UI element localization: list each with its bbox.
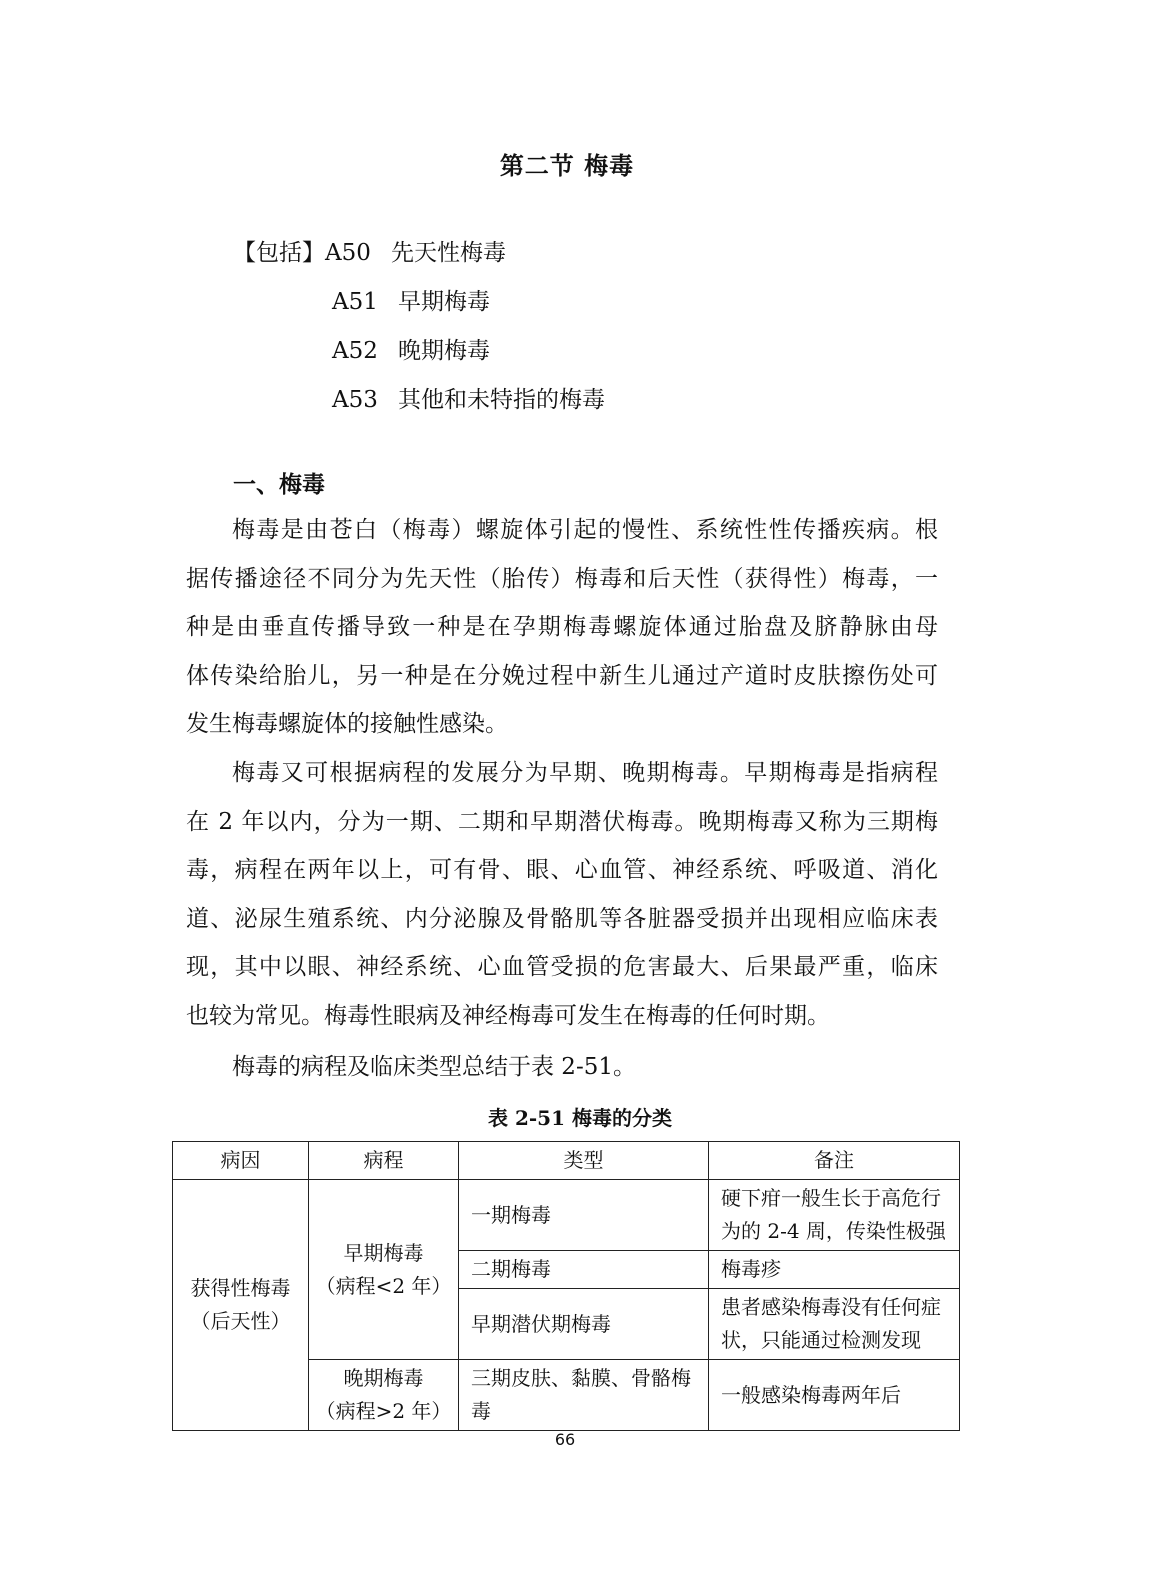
paragraph-line: 梅毒是由苍白（梅毒）螺旋体引起的慢性、系统性性传播疾病。根 — [232, 517, 938, 543]
subsection-heading: 一、梅毒 — [233, 471, 325, 498]
includes-name: 先天性梅毒 — [391, 240, 506, 266]
note-cell: 一般感染梅毒两年后 — [709, 1360, 960, 1431]
paragraph-1 — [186, 506, 938, 749]
early-stage-cell — [309, 1180, 459, 1360]
stage-line: 早期梅毒 — [343, 1240, 424, 1265]
note-cell — [709, 1289, 960, 1360]
stage-line: 晚期梅毒 — [343, 1366, 424, 1390]
type-cell: 二期梅毒 — [459, 1251, 709, 1289]
cause-line: 获得性梅毒 — [190, 1276, 291, 1300]
paragraph-line: 也较为常见。梅毒性眼病及神经梅毒可发生在梅毒的任何时期。 — [186, 1002, 830, 1029]
type-line: 毒 — [471, 1399, 491, 1423]
note-line: 状，只能通过检测发现 — [721, 1328, 921, 1352]
header-cause: 病因 — [173, 1142, 309, 1180]
paragraph-line: 道、泌尿生殖系统、内分泌腺及骨骼肌等各脏器受损并出现相应临床表 — [186, 905, 938, 932]
includes-code: A51 — [332, 289, 378, 315]
includes-row-2 — [332, 287, 490, 317]
paragraph-line: 体传染给胎儿，另一种是在分娩过程中新生儿通过产道时皮肤擦伤处可 — [186, 662, 938, 689]
includes-row-1 — [233, 238, 506, 268]
late-stage-cell — [309, 1360, 459, 1431]
syphilis-classification-table — [172, 1141, 960, 1431]
section-title: 第二节 梅毒 — [499, 151, 635, 180]
stage-line: （病程>2 年） — [315, 1399, 452, 1423]
table-header-row — [173, 1142, 960, 1180]
note-cell — [709, 1180, 960, 1251]
includes-name: 晚期梅毒 — [398, 338, 490, 364]
includes-code: A52 — [332, 338, 378, 364]
header-note: 备注 — [709, 1142, 960, 1180]
cause-cell — [173, 1180, 309, 1431]
paragraph-line: 现，其中以眼、神经系统、心血管受损的危害最大、后果最严重，临床 — [186, 954, 938, 981]
paragraph-line: 种是由垂直传播导致一种是在孕期梅毒螺旋体通过胎盘及脐静脉由母 — [186, 614, 938, 641]
includes-name: 早期梅毒 — [398, 289, 490, 315]
type-cell: 早期潜伏期梅毒 — [459, 1289, 709, 1360]
note-line: 患者感染梅毒没有任何症 — [721, 1295, 941, 1319]
table-caption: 表 2-51 梅毒的分类 — [488, 1106, 672, 1130]
cause-line: （后天性） — [190, 1309, 291, 1333]
type-cell: 一期梅毒 — [459, 1180, 709, 1251]
paragraph-line: 在 2 年以内，分为一期、二期和早期潜伏梅毒。晚期梅毒又称为三期梅 — [186, 808, 938, 835]
paragraph-line: 毒，病程在两年以上，可有骨、眼、心血管、神经系统、呼吸道、消化 — [186, 857, 938, 884]
stage-line: （病程<2 年） — [315, 1273, 452, 1298]
includes-row-3 — [332, 336, 490, 366]
header-type: 类型 — [459, 1142, 709, 1180]
type-line: 三期皮肤、黏膜、骨骼梅 — [471, 1366, 691, 1390]
includes-name: 其他和未特指的梅毒 — [398, 387, 605, 413]
paragraph-3 — [186, 1043, 938, 1092]
type-cell — [459, 1360, 709, 1431]
includes-code: A50 — [325, 240, 371, 266]
header-course: 病程 — [309, 1142, 459, 1180]
paragraph-line: 据传播途径不同分为先天性（胎传）梅毒和后天性（获得性）梅毒，一 — [186, 565, 938, 592]
table-row — [173, 1180, 960, 1251]
paragraph-line: 发生梅毒螺旋体的接触性感染。 — [186, 711, 508, 738]
note-line: 为的 2-4 周，传染性极强 — [721, 1219, 946, 1243]
includes-label: 【包括】 — [233, 240, 325, 266]
includes-row-4 — [332, 385, 605, 415]
note-line: 硬下疳一般生长于高危行 — [721, 1186, 941, 1210]
paragraph-line: 梅毒又可根据病程的发展分为早期、晚期梅毒。早期梅毒是指病程 — [232, 760, 938, 786]
paragraph-2 — [186, 749, 938, 1041]
includes-code: A53 — [332, 387, 378, 413]
paragraph-line: 梅毒的病程及临床类型总结于表 2-51。 — [232, 1054, 636, 1080]
note-cell: 梅毒疹 — [709, 1251, 960, 1289]
page-number: 66 — [554, 1430, 576, 1449]
